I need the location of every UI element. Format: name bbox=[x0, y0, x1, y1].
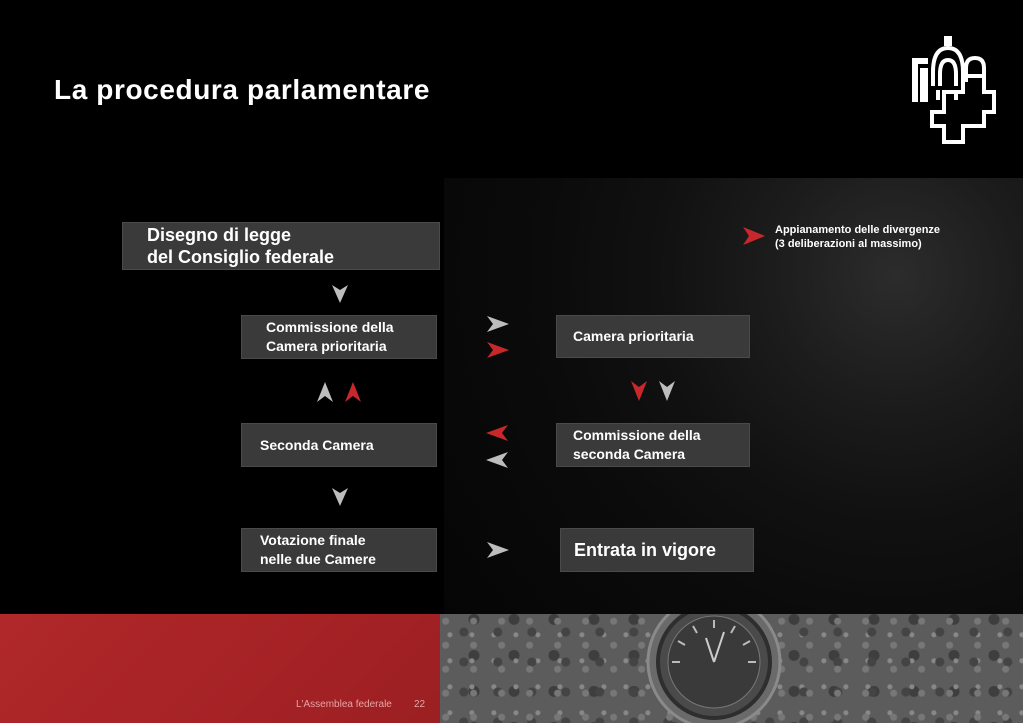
committee-second-chamber-label: Commissione della seconda Camera bbox=[573, 427, 701, 462]
committee-priority-chamber-label: Commissione della Camera prioritaria bbox=[266, 319, 394, 354]
entry-into-force-box bbox=[560, 528, 754, 572]
second-chamber-label: Seconda Camera bbox=[260, 436, 374, 453]
entry-into-force-label: Entrata in vigore bbox=[574, 539, 717, 560]
arrow-down-grey-icon bbox=[331, 284, 349, 304]
footer-label: L'Assemblea federale bbox=[296, 699, 392, 710]
parliament-cross-icon bbox=[906, 32, 998, 146]
page-number: 22 bbox=[414, 699, 426, 710]
arrow-right-grey-icon bbox=[486, 541, 510, 559]
priority-chamber-label: Camera prioritaria bbox=[573, 328, 694, 344]
arrow-down-grey-icon bbox=[658, 380, 676, 402]
federal-bill-box bbox=[122, 222, 440, 270]
arrow-left-grey-icon bbox=[485, 451, 509, 469]
arrow-right-red-icon bbox=[486, 341, 510, 359]
arrow-down-grey-icon bbox=[331, 487, 349, 507]
clock-icon bbox=[646, 614, 782, 723]
legend-text: Appianamento delle divergenze (3 deliberazioni al massimo) bbox=[775, 224, 941, 250]
arrow-left-red-icon bbox=[485, 424, 509, 442]
federal-bill-label: Disegno di legge del Consiglio federale bbox=[147, 225, 335, 267]
arrow-down-red-icon bbox=[630, 380, 648, 402]
committee-second-chamber-box bbox=[556, 423, 750, 467]
arrow-up-red-icon bbox=[344, 381, 362, 403]
final-vote-box bbox=[241, 528, 437, 572]
committee-priority-chamber-box bbox=[241, 315, 437, 359]
final-vote-label: Votazione finale nelle due Camere bbox=[260, 532, 376, 567]
arrow-right-grey-icon bbox=[486, 315, 510, 333]
legend-red-arrow-icon bbox=[742, 226, 766, 246]
arrow-up-grey-icon bbox=[316, 381, 334, 403]
second-chamber-box bbox=[241, 423, 437, 467]
footer-photo-band bbox=[440, 614, 1023, 723]
priority-chamber-box bbox=[556, 315, 750, 358]
page-title: La procedura parlamentare bbox=[54, 74, 431, 105]
